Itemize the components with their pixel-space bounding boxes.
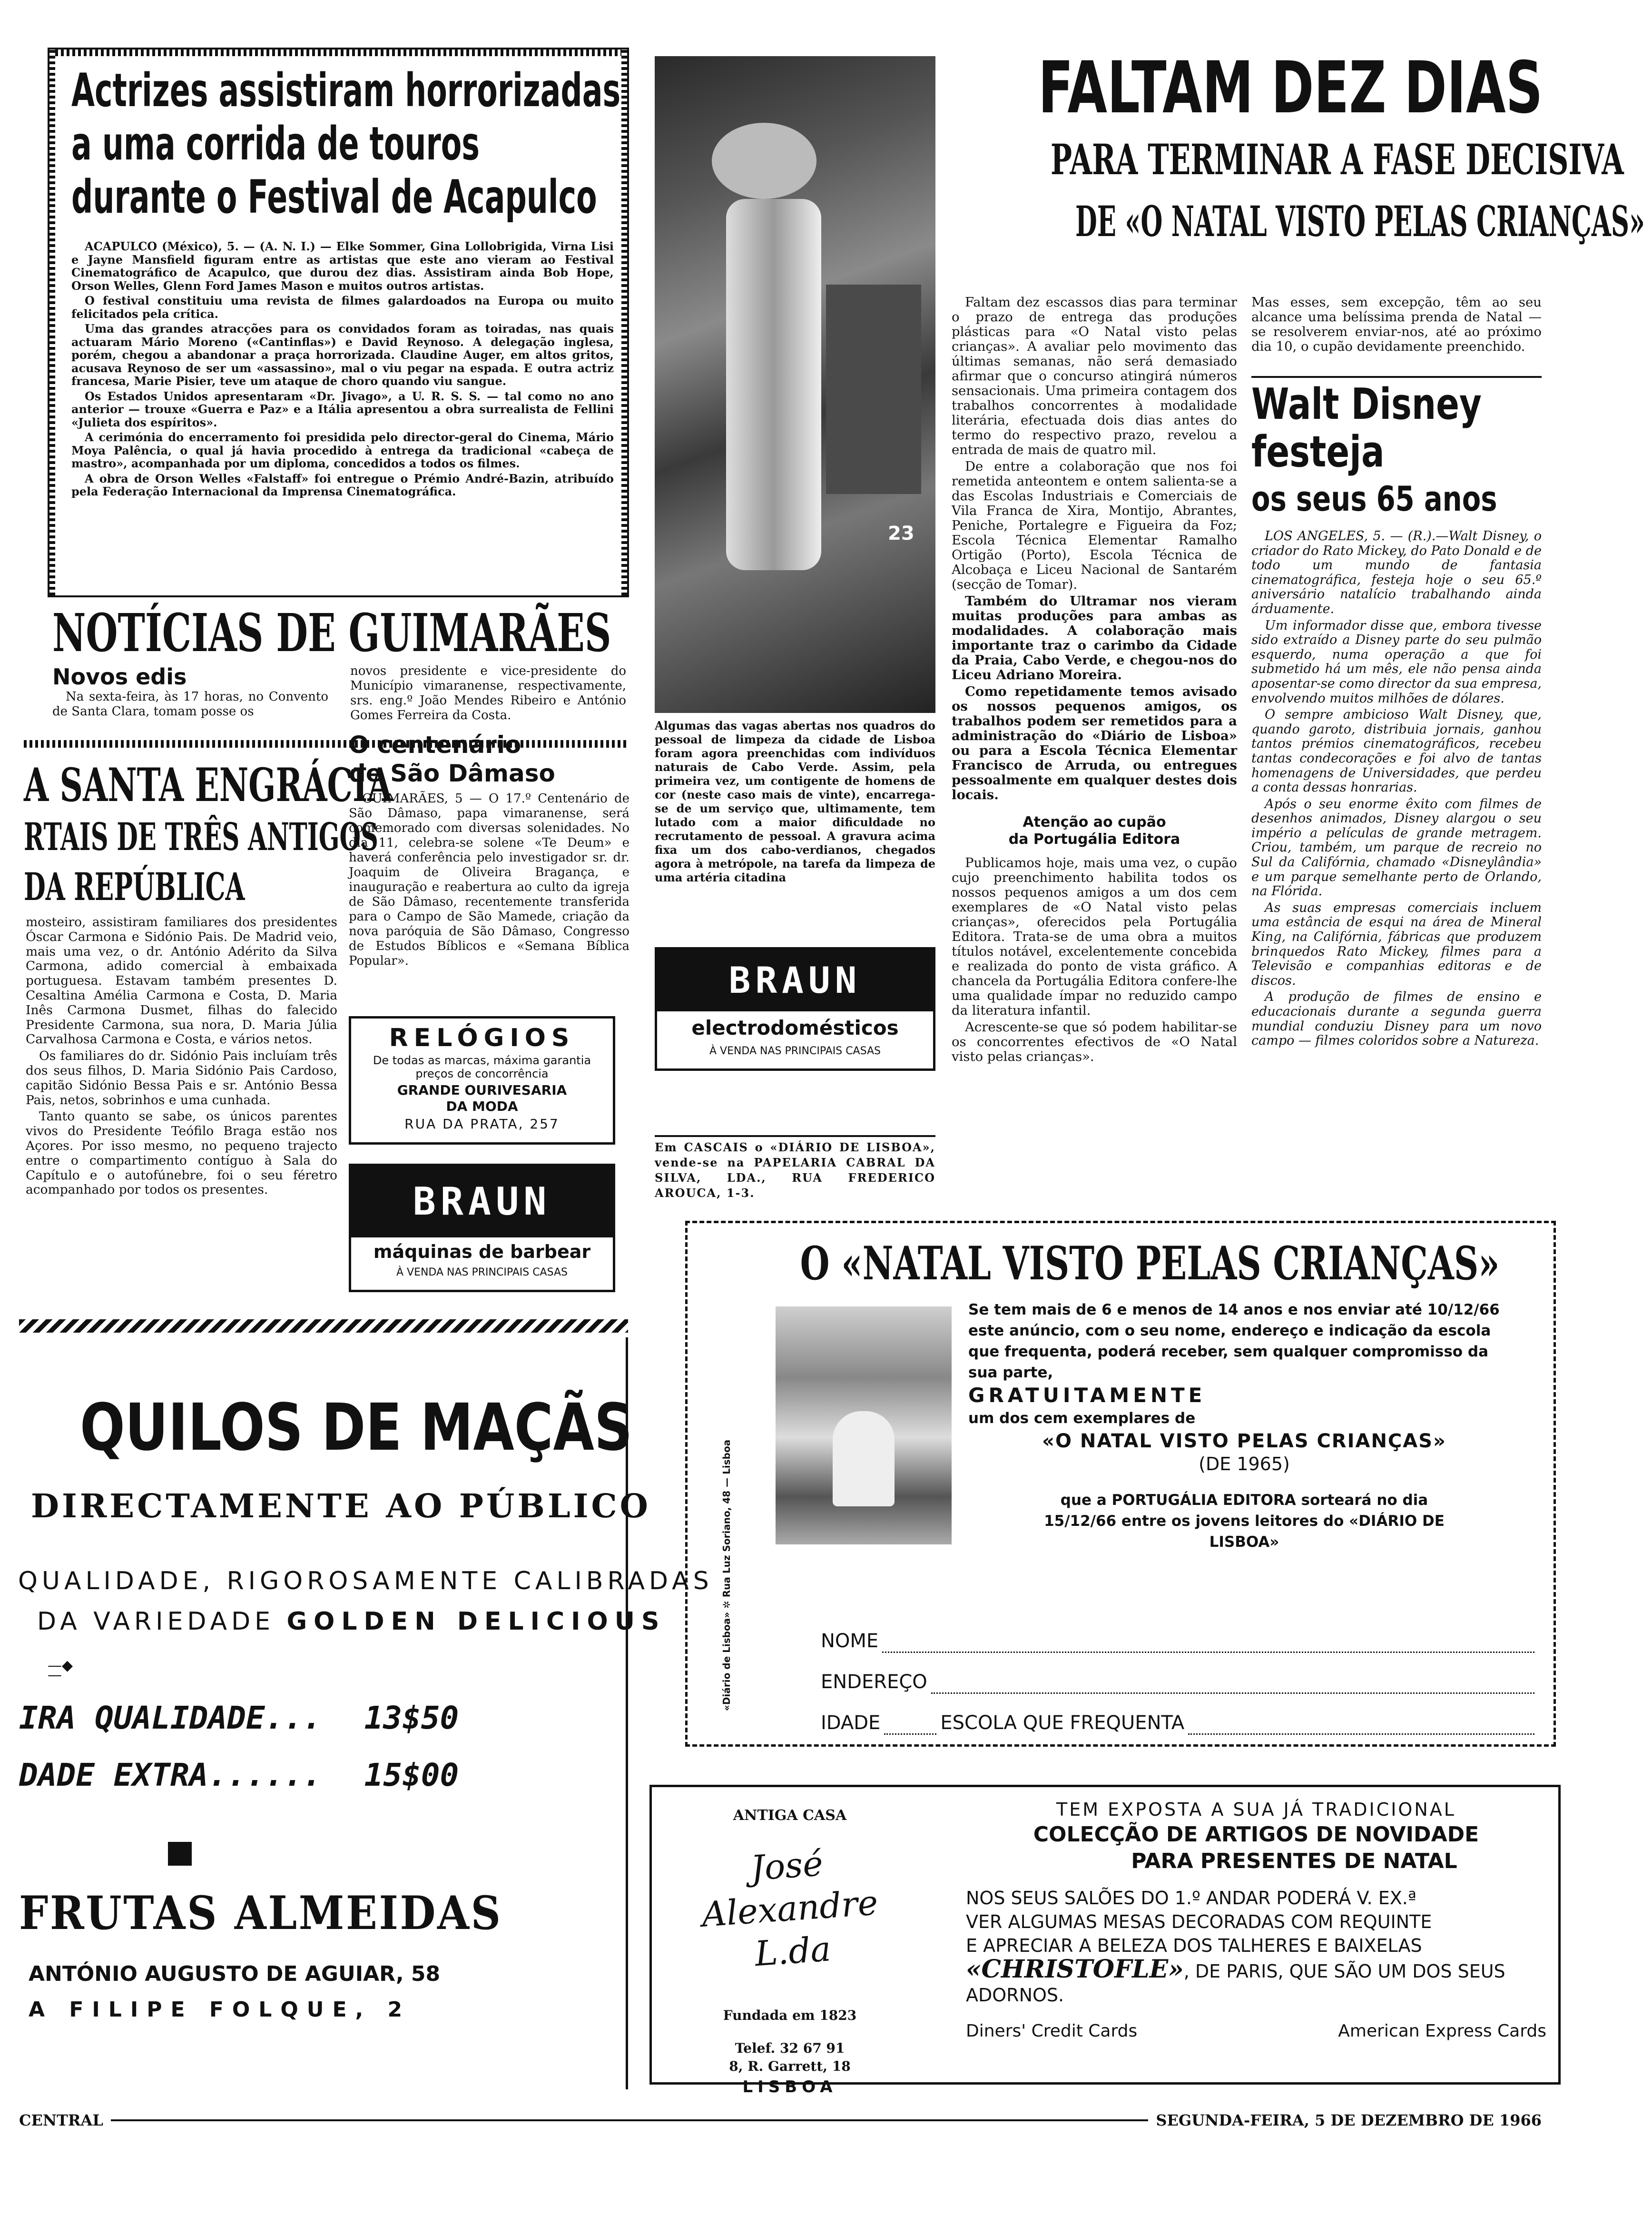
guimaraes-title: NOTÍCIAS DE GUIMARÃES xyxy=(52,602,611,663)
acapulco-headline-2: a uma corrida de touros xyxy=(71,117,480,170)
coupon-address-field[interactable] xyxy=(931,1692,1534,1694)
braun-appliance-product: electrodomésticos xyxy=(691,1016,899,1039)
centenario-text: GUIMARÃES, 5 — O 17.º Centenário de São Dâmaso, papa vimaranense, será comemorado com diversas solenidades. No dia 11, celebra-se solene «Te Deum» e haverá conferência pelo investigador sr. dr. Joaquim de Oliveira Bragança, e inauguração e reabertura ao culto da igreja de São Dâmaso, recentemente transferida para o Campo de São Mamede, criação da nova paróquia de São Dâmaso, Congresso de Estudos Bíblicos e «Semana Bíblica Popular». xyxy=(349,791,629,968)
christofle-rest: , DE PARIS, QUE SÃO UM DOS SEUS ADORNOS. xyxy=(966,1961,1505,2006)
relogios-address: RUA DA PRATA, 257 xyxy=(404,1116,560,1132)
diners-card: Diners' Credit Cards xyxy=(966,2021,1138,2041)
natal-headline-1: FALTAM DEZ DIAS xyxy=(1038,47,1543,129)
braun-shaver-sale: À VENDA NAS PRINCIPAIS CASAS xyxy=(396,1266,568,1278)
coupon-age-field[interactable] xyxy=(884,1733,936,1735)
zigzag-border xyxy=(19,1319,628,1333)
acapulco-body: ACAPULCO (México), 5. — (A. N. I.) — Elke Sommer, Gina Lollobrigida, Virna Lisi e Jayne Mansfield figuram entre as artistas que este ano vieram ao Festival Cinematográfico de Acapulco, que durou dez dias. Assistiram ainda Bob Hope, Orson Welles, Glenn Ford James Mason e muitos outros artistas. O festival constituiu uma revista de filmes galardoados na Europa ou muito felicitados pela crítica. Uma das grandes atracções para os convidados foram as toiradas, nas quais actuaram Mário Moreno («Cantinflas») e David Reynoso. A delegação inglesa, porém, chegou a abandonar a praça horrorizada. Claudine Auger, em altos gritos, acusava Reynoso de ser um «assassino», mal o viu pegar na espada. E outra actriz francesa, Marie Pisier, teve um ataque de choro quando viu sangue. Os Estados Unidos apresentaram «Dr. Jivago», a U. R. S. S. — tal como no ano anterior — trouxe «Guerra e Paz» e a Itália apresentou a obra surrealista de Fellini «Julieta dos espíritos». A cerimónia do encerramento foi presidida pelo director-geral do Cinema, Mário Moya Palência, o qual já havia procedido à entrega da tradicional «cabeça de mastro», acompanhada por um diploma, concedidos a todos os filmes. A obra de Orson Welles «Falstaff» foi entregue o Prémio André-Bazin, atribuído pela Federação Internacional da Imprensa Cinematográfica. xyxy=(71,239,614,498)
engracia-body: mosteiro, assistiram familiares dos presidentes Óscar Carmona e Sidónio Pais. De Madrid veio, mais uma vez, o dr. António Adérito da Silva Carmona, adido comercial à embaixada portuguesa. Estavam também presentes D. Cesaltina Amélia Carmona e Costa, D. Maria Inês Carmona Dusmet, filhas do falecido Presidente Carmona, sua nora, D. Maria Júlia Carvalhosa Carmona e Costa, e vários netos. Os familiares do dr. Sidónio Pais incluíam três dos seus filhos, D. Maria Sidónio Pais Cardoso, capitão Sidónio Bessa Pais e sr. António Bessa Pais, netos, sobrinhos e uma cunhada. Tanto quanto se sabe, os únicos parentes vivos do Presidente Teófilo Braga estão nos Açores. Por isso mesmo, no pequeno trajecto entre o compartimento contíguo à Sala do Capítulo e o autofúnebre, foi o seu féretro acompanhado por todos os presentes. xyxy=(26,915,337,1197)
guimaraes-section xyxy=(48,604,629,738)
relogios-line1: De todas as marcas, máxima garantia preços de concorrência xyxy=(373,1054,591,1080)
footer-date: SEGUNDA-FEIRA, 5 DE DEZEMBRO DE 1966 xyxy=(1156,2111,1542,2129)
engracia-headline-2: RTAIS DE TRÊS ANTIGOS xyxy=(24,814,379,859)
cascais-note: Em CASCAIS o «DIÁRIO DE LISBOA», vende-se na PAPELARIA CABRAL DA SILVA, LDA., RUA FREDERICO AROUCA, 1-3. xyxy=(655,1140,935,1200)
macas-variety-name: GOLDEN DELICIOUS xyxy=(286,1607,666,1636)
braun-appliance-ad xyxy=(655,947,935,1071)
santa-engracia-article xyxy=(19,754,393,1292)
atencao-title-2: da Portugália Editora xyxy=(1008,831,1180,848)
coupon-nativity-image xyxy=(776,1306,952,1544)
macas-quality: QUALIDADE, RIGOROSAMENTE CALIBRADAS xyxy=(18,1567,713,1595)
braun-shaver-product: máquinas de barbear xyxy=(373,1241,591,1262)
braun-logo: BRAUN xyxy=(657,949,933,1011)
alexandre-logo: José Alexandre L.da xyxy=(700,1843,879,1974)
macas-address-2: A FILIPE FOLQUE, 2 xyxy=(29,1998,411,2022)
acapulco-headline-1: Actrizes assistiram horrorizadas xyxy=(71,64,621,117)
amex-card: American Express Cards xyxy=(1338,2021,1546,2041)
alexandre-line-5: VER ALGUMAS MESAS DECORADAS COM REQUINTE xyxy=(966,1911,1432,1932)
relogios-shop-2: DA MODA xyxy=(446,1098,518,1114)
atencao-title-1: Atenção ao cupão xyxy=(1023,814,1166,831)
alexandre-fundada: Fundada em 1823 xyxy=(723,2008,857,2023)
relogios-shop-1: GRANDE OURIVESARIA xyxy=(397,1082,567,1098)
disney-headline-3: os seus 65 anos xyxy=(1251,479,1497,519)
relogios-ad xyxy=(349,1016,615,1145)
coupon-side-text: «Diário de Lisboa» ✲ Rua Luz Soriano, 48 — Lisboa xyxy=(721,1439,732,1711)
engracia-headline-3: DA REPÚBLICA xyxy=(24,864,245,909)
antiga-casa: ANTIGA CASA xyxy=(733,1807,847,1824)
natal-headline-2: PARA TERMINAR A FASE DECISIVA xyxy=(1051,135,1624,184)
alexandre-telefone: Telef. 32 67 91 xyxy=(735,2040,845,2056)
coupon-gratuitamente: GRATUITAMENTE xyxy=(968,1384,1206,1407)
coupon-school-field[interactable] xyxy=(1188,1733,1534,1735)
alexandre-city: LISBOA xyxy=(742,2077,837,2097)
disney-article xyxy=(1251,381,1546,1199)
coupon-age-label: IDADE xyxy=(821,1712,881,1734)
coupon-title: O «NATAL VISTO PELAS CRIANÇAS» xyxy=(800,1236,1500,1290)
acapulco-headline-3: durante o Festival de Acapulco xyxy=(71,170,597,224)
coupon-intro: Se tem mais de 6 e menos de 14 anos e nos enviar até 10/12/66 este anúncio, com o seu nome, endereço e indicação da escola que frequenta, poderá receber, sem qualquer compromisso da sua parte, xyxy=(968,1301,1500,1381)
coupon-year: (DE 1965) xyxy=(1199,1454,1290,1474)
page-footer xyxy=(19,2108,1542,2132)
edis-text-right: novos presidente e vice-presidente do Município vimaranense, respectivamente, srs. eng.º João Mendes Ribeiro e António Gomes Ferreira da Costa. xyxy=(350,664,626,722)
engracia-headline-1: A SANTA ENGRÁCIA xyxy=(24,758,393,812)
centenario-title-1: O centenário xyxy=(349,731,521,759)
street-cleaner-photo xyxy=(655,56,935,713)
edis-text-left: Na sexta-feira, às 17 horas, no Convento de Santa Clara, tomam posse os xyxy=(52,690,328,719)
coupon-one-of: um dos cem exemplares de xyxy=(968,1410,1196,1427)
cascais-rule xyxy=(655,1135,935,1137)
disney-headline-1: Walt Disney xyxy=(1251,379,1482,429)
alexandre-ad xyxy=(649,1785,1561,2097)
centenario-article xyxy=(349,731,629,1007)
footer-section: CENTRAL xyxy=(19,2111,103,2129)
bullet-square-icon xyxy=(168,1842,192,1866)
coupon-name-row[interactable] xyxy=(821,1621,1534,1661)
coupon-age-row[interactable] xyxy=(821,1702,1534,1743)
coupon-name-label: NOME xyxy=(821,1630,879,1652)
macas-address-1: ANTÓNIO AUGUSTO DE AGUIAR, 58 xyxy=(29,1962,441,1986)
coupon-draw: que a PORTUGÁLIA EDITORA sorteará no dia 15/12/66 entre os jovens leitores do «DIÁRIO DE LISBOA» xyxy=(1044,1492,1445,1551)
coupon-school-label: ESCOLA QUE FREQUENTA xyxy=(940,1712,1185,1734)
macas-variety-prefix: DA VARIEDADE xyxy=(37,1607,275,1636)
edis-title: Novos edis xyxy=(52,664,187,690)
braun-logo: BRAUN xyxy=(351,1166,613,1237)
natal-headline-3: DE «O NATAL VISTO PELAS CRIANÇAS» xyxy=(1075,197,1645,246)
photo-number-mark: 23 xyxy=(888,523,914,544)
photo-caption: Algumas das vagas abertas nos quadros do pessoal de limpeza da cidade de Lisboa foram agora preenchidas com indivíduos naturais de Cabo Verde. Assim, pela primeira vez, um contigente de homens de cor (neste caso mais de vinte), encarrega-se de um serviço que, ultimamente, tem lutado com a maior dificuldade no recrutamento de pessoal. A gravura acima fixa um dos cabo-verdianos, chegados agora à metrópole, na tarefa da limpeza de uma artéria citadina xyxy=(655,719,935,884)
alexandre-address: 8, R. Garrett, 18 xyxy=(729,2058,851,2074)
alexandre-line-2: COLECÇÃO DE ARTIGOS DE NOVIDADE xyxy=(1033,1822,1479,1847)
natal-col2: Mas esses, sem excepção, têm ao seu alcance uma belíssima prenda de Natal — se resolverem enviar-nos, até ao próximo dia 10, o cupão devidamente preenchido. xyxy=(1251,295,1542,354)
macas-title: QUILOS DE MAÇÃS xyxy=(80,1390,633,1465)
coupon-name-field[interactable] xyxy=(882,1652,1534,1653)
coupon-address-label: ENDEREÇO xyxy=(821,1671,927,1693)
coupon-address-row[interactable] xyxy=(821,1661,1534,1702)
disney-rule xyxy=(1251,376,1542,378)
alexandre-line-4: NOS SEUS SALÕES DO 1.º ANDAR PODERÁ V. EX.ª xyxy=(966,1888,1416,1909)
macas-price-2: DADE EXTRA...... 15$00 xyxy=(19,1757,459,1793)
braun-appliance-sale: À VENDA NAS PRINCIPAIS CASAS xyxy=(709,1045,881,1057)
macas-ad xyxy=(10,1337,713,2089)
natal-headline xyxy=(952,47,1645,271)
braun-shaver-ad xyxy=(349,1164,615,1292)
natal-coupon xyxy=(685,1221,1556,1747)
alexandre-line-1: TEM EXPOSTA A SUA JÁ TRADICIONAL xyxy=(1056,1799,1456,1820)
christofle-brand: «CHRISTOFLE» xyxy=(966,1955,1184,1984)
coupon-book: «O NATAL VISTO PELAS CRIANÇAS» xyxy=(1042,1430,1446,1452)
apple-divider-icon: —◆— xyxy=(48,1657,73,1683)
macas-store: FRUTAS ALMEIDAS xyxy=(19,1886,502,1940)
alexandre-line-3: PARA PRESENTES DE NATAL xyxy=(1131,1849,1457,1873)
acapulco-article xyxy=(48,48,629,597)
macas-subtitle: DIRECTAMENTE AO PÚBLICO xyxy=(31,1487,651,1525)
disney-body: LOS ANGELES, 5. — (R.).—Walt Disney, o criador do Rato Mickey, do Pato Donald e de todo um mundo de fantasia cinematográfica, festeja hoje o seu 65.º aniversário natalício trabalhando ainda árduamente. Um informador disse que, embora tivesse sido extraído a Disney parte do seu pulmão esquerdo, numa operação a que foi submetido há um mês, ele não pensa ainda aposentar-se como director da sua empresa, envolvendo muitos milhões de dólares. O sempre ambicioso Walt Disney, que, quando garoto, distribuia jornais, ganhou tantos prémios cinematográficos, recebeu tantas condecorações e foi alvo de tantas homenagens de Universidades, que perdeu a conta dessas honrarias. Após o seu enorme êxito com filmes de desenhos animados, Disney alargou o seu império a películas de grande metragem. Criou, também, um parque de recreio no Sul da Califórnia, chamado «Disneylândia» e um parque semelhante perto de Orlando, na Flórida. As suas empresas comerciais incluem uma estância de esqui na área de Mineral King, na Califórnia, fábricas que produzem brinquedos Rato Mickey, filmes para a Televisão e companhias editoras e de discos. A produção de filmes de ensino e educacionais durante a segunda guerra mundial conduziu Disney para um novo campo — filmes coloridos sobre a Natureza. xyxy=(1251,529,1542,1048)
disney-headline-2: festeja xyxy=(1251,427,1385,477)
natal-col1: Faltam dez escassos dias para terminar o prazo de entrega das produções plásticas para «O Natal visto pelas crianças». A avaliar pelo movimento das últimas semanas, não será demasiado afirmar que o concurso atingirá números sensacionais. Uma primeira contagem dos trabalhos concorrentes à modalidade literária, efectuada dois dias antes do termo do respectivo prazo, revelou a entrada de mais de quatro mil. De entre a colaboração que nos foi remetida anteontem e ontem salienta-se a das Escolas Industriais e Comerciais de Vila Franca de Xira, Montijo, Abrantes, Peniche, Portalegre e Figueira da Foz; Escola Técnica Elementar Ramalho Ortigão (Porto), Escola Técnica de Alcobaça e Liceu Nacional de Santarém (secção de Tomar). Também do Ultramar nos vieram muitas produções para ambas as modalidades. A colaboração mais importante traz o carimbo da Cidade da Praia, Cabo Verde, e chegou-nos do Liceu Adriano Moreira. Como repetidamente temos avisado os nossos pequenos amigos, os trabalhos podem ser remetidos para a administração do «Diário de Lisboa» ou para a Escola Técnica Elementar Francisco de Arruda, ou entregues pessoalmente em qualquer destes dois locais. Atenção ao cupão da Portugália Editora Publicamos hoje, mais uma vez, o cupão cujo preenchimento habilita todos os nossos pequenos amigos a um dos cem exemplares de «O Natal visto pelas crianças», oferecidos pela Portugália Editora. Trata-se de uma obra a muitos títulos notável, excelentemente concebida e realizada do ponto de vista gráfico. A chancela da Portugália Editora confere-lhe uma qualidade ímpar no reduzido campo da literatura infantil. Acrescente-se que só podem habilitar-se os concorrentes efectivos de «O Natal visto pelas crianças». xyxy=(952,295,1237,1064)
alexandre-line-6: E APRECIAR A BELEZA DOS TALHERES E BAIXELAS xyxy=(966,1935,1422,1956)
centenario-title-2: de São Dâmaso xyxy=(349,760,555,787)
macas-variety xyxy=(37,1606,666,1637)
relogios-title: RELÓGIOS xyxy=(389,1024,575,1052)
macas-price-1: IRA QUALIDADE... 13$50 xyxy=(19,1700,459,1736)
